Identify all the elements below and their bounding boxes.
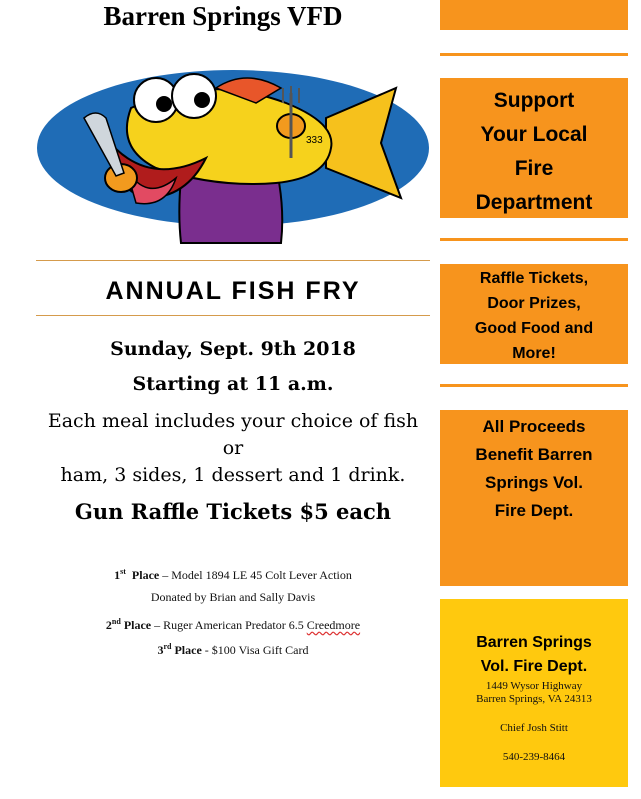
prize-third-sup: rd [163, 642, 172, 651]
contact-address [440, 680, 628, 706]
support-line-1: Support [493, 89, 575, 112]
prize-second-label: Place [123, 618, 152, 632]
event-date: Sunday, Sept. 9th 2018 [110, 338, 356, 360]
prize-third [36, 639, 430, 658]
orange-rule-3 [440, 384, 628, 387]
contact-name-line-2: Vol. Fire Dept. [480, 658, 588, 675]
prize-first [36, 564, 430, 583]
support-line-2: Your Local [480, 123, 588, 146]
support-line-4: Department [475, 191, 593, 214]
proceeds-line-3: Springs Vol. [485, 473, 583, 492]
proceeds-text [440, 413, 628, 525]
event-time: Starting at 11 a.m. [132, 373, 334, 395]
prize-second-sup: nd [111, 617, 121, 626]
divider-bottom [36, 315, 430, 316]
proceeds-line-1: All Proceeds [482, 417, 586, 436]
prize-first-label: Place [131, 568, 160, 582]
svg-text:333: 333 [306, 135, 323, 146]
prize-third-ord: 3 [157, 643, 164, 657]
support-text [440, 84, 628, 220]
contact-phone: 540-239-8464 [502, 751, 566, 763]
prize-first-sup: st [120, 567, 126, 576]
fish-illustration [36, 48, 430, 248]
raffle-line-1: Raffle Tickets, [479, 270, 589, 287]
prize-first-text: – Model 1894 LE 45 Colt Lever Action [162, 568, 352, 582]
contact-name [440, 631, 628, 679]
contact-address-2: Barren Springs, VA 24313 [476, 693, 592, 705]
contact-address-1: 1449 Wysor Highway [485, 680, 583, 692]
raffle-heading: Gun Raffle Tickets $5 each [74, 499, 392, 524]
prize-second [36, 614, 430, 633]
meal-description [36, 408, 430, 489]
support-line-3: Fire [514, 157, 554, 180]
prize-third-label: Place [174, 643, 202, 657]
meal-line-2: ham, 3 sides, 1 dessert and 1 drink. [60, 464, 406, 486]
orange-header-bar [440, 0, 628, 30]
prize-third-text: - $100 Visa Gift Card [204, 643, 309, 657]
orange-rule-1 [440, 53, 628, 56]
raffle-line-4: More! [512, 345, 556, 362]
raffle-text [440, 266, 628, 366]
prize-second-text: – Ruger American Predator 6.5 [154, 618, 304, 632]
meal-line-1: Each meal includes your choice of fish or [47, 410, 419, 459]
prize-first-ord: 1 [114, 568, 121, 582]
divider-top [36, 260, 430, 261]
prize-second-ord: 2 [105, 618, 112, 632]
event-title: ANNUAL FISH FRY [105, 277, 361, 305]
page-title: Barren Springs VFD [103, 1, 343, 31]
prize-second-text-b: Creedmore [306, 618, 361, 632]
contact-name-line-1: Barren Springs [476, 634, 592, 651]
proceeds-line-2: Benefit Barren [475, 445, 593, 464]
proceeds-line-4: Fire Dept. [494, 501, 574, 520]
contact-chief: Chief Josh Stitt [500, 722, 568, 734]
prize-donated: Donated by Brian and Sally Davis [150, 590, 316, 604]
raffle-line-2: Door Prizes, [487, 295, 581, 312]
orange-rule-2 [440, 238, 628, 241]
raffle-line-3: Good Food and [474, 320, 594, 337]
